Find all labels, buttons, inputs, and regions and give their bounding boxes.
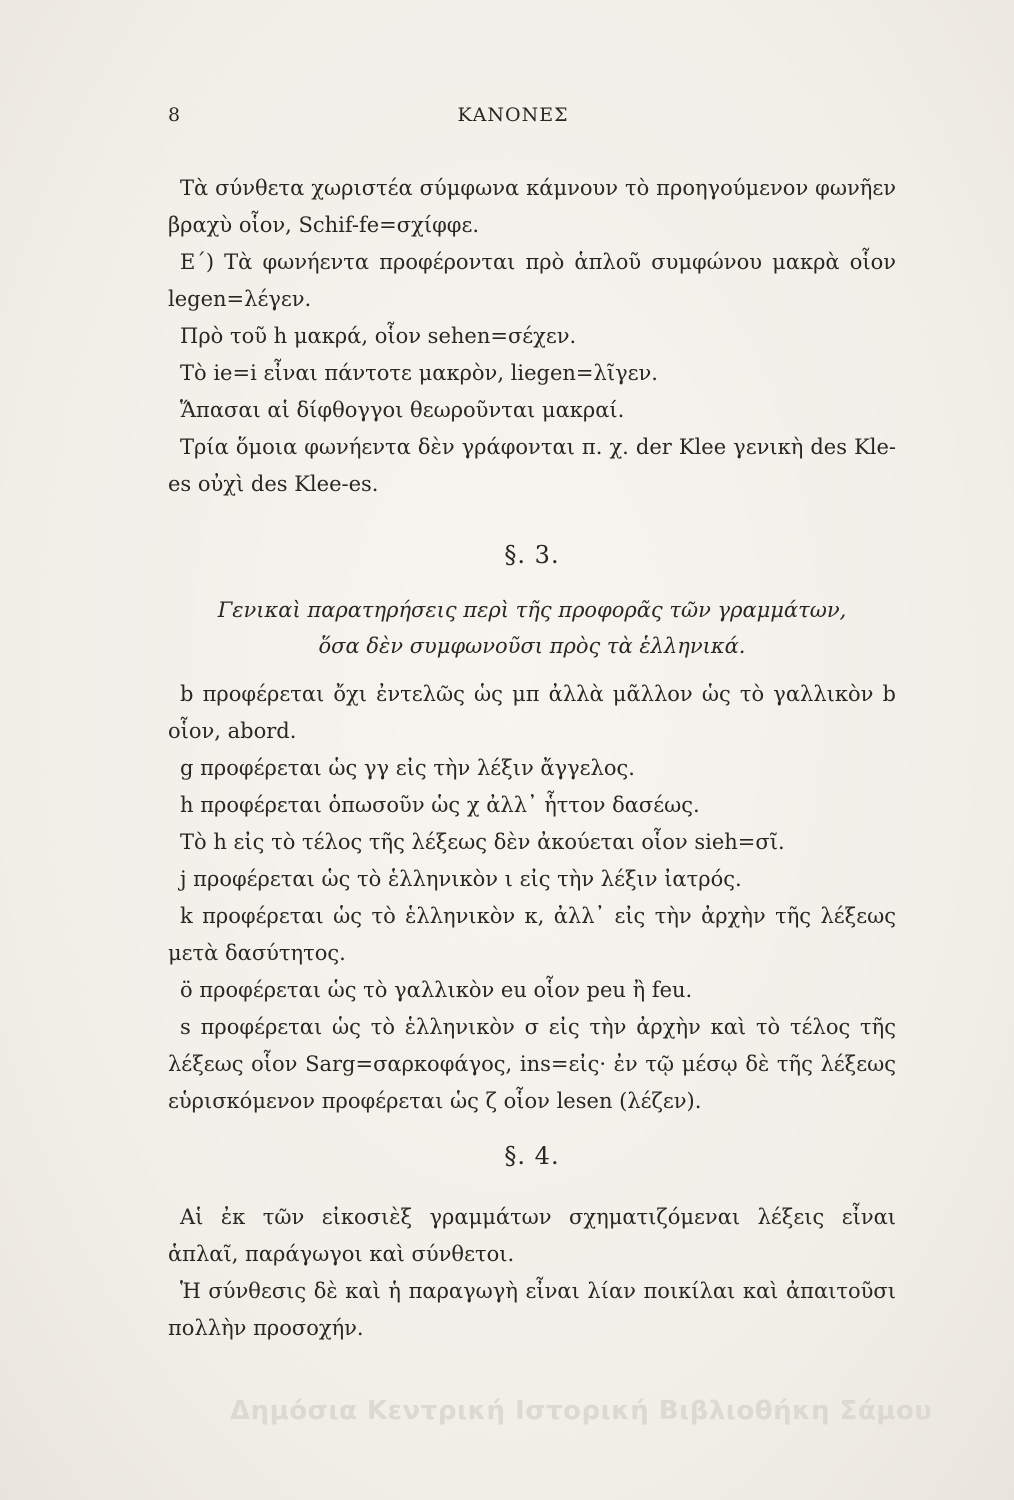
paragraph: s προφέρεται ὡς τὸ ἑλληνικὸν σ εἰς τὴν ἀρχὴν καὶ τὸ τέλος τῆς λέξεως οἷον Sarg=σαρκοφάγος, ins=εἰς· ἐν τῷ μέσῳ δὲ τῆς λέξεως εὑρισκόμενον προφέρεται ὡς ζ οἷον lesen (λέζεν).: [168, 1015, 896, 1113]
paragraph: j προφέρεται ὡς τὸ ἑλληνικὸν ι εἰς τὴν λέξιν ἰατρός.: [180, 867, 742, 891]
paragraph: Τὸ ie=i εἶναι πάντοτε μακρὸν, liegen=λῖγεν.: [180, 361, 658, 385]
paragraph: Πρὸ τοῦ h μακρά, οἷον sehen=σέχεν.: [180, 324, 577, 348]
paragraph: ö προφέρεται ὡς τὸ γαλλικὸν eu οἷον peu ἢ feu.: [180, 978, 693, 1002]
paragraph: g προφέρεται ὡς γγ εἰς τὴν λέξιν ἄγγελος.: [180, 756, 635, 780]
paragraph: Αἱ ἐκ τῶν εἰκοσιὲξ γραμμάτων σχηματιζόμεναι λέξεις εἶναι ἁπλαῖ, παράγωγοι καὶ σύνθετοι.: [168, 1205, 896, 1266]
paragraph: Τὸ h εἰς τὸ τέλος τῆς λέξεως δὲν ἀκούεται οἷον sieh=σῖ.: [180, 830, 785, 854]
paragraph: Τρία ὅμοια φωνήεντα δὲν γράφονται π. χ. der Klee γενικὴ des Kle-es οὐχὶ des Klee-es.: [168, 435, 896, 496]
section-heading-3: §. 3.: [504, 541, 560, 569]
page-header: [168, 104, 858, 134]
paragraph: b προφέρεται ὄχι ἐντελῶς ὡς μπ ἀλλὰ μᾶλλον ὡς τὸ γαλλικὸν b οἷον, abord.: [168, 682, 896, 743]
section-subtitle-line2: ὅσα δὲν συμφωνοῦσι πρὸς τὰ ἑλληνικά.: [318, 634, 746, 658]
paragraph: h προφέρεται ὁπωσοῦν ὡς χ ἀλλ᾽ ἧττον δασέως.: [180, 793, 700, 817]
running-head: ΚΑΝΟΝΕΣ: [457, 104, 569, 126]
library-watermark: Δημόσια Κεντρική Ιστορική Βιβλιοθήκη Σάμου: [230, 1396, 933, 1426]
paragraph: Ε΄) Τὰ φωνήεντα προφέρονται πρὸ ἁπλοῦ συμφώνου μακρὰ οἷον legen=λέγεν.: [168, 250, 896, 311]
paragraph: Ἡ σύνθεσις δὲ καὶ ἡ παραγωγὴ εἶναι λίαν ποικίλαι καὶ ἀπαιτοῦσι πολλὴν προσοχήν.: [168, 1279, 896, 1340]
paragraph: Ἅπασαι αἱ δίφθογγοι θεωροῦνται μακραί.: [180, 398, 625, 422]
section-subtitle: [168, 592, 896, 664]
paragraph: Τὰ σύνθετα χωριστέα σύμφωνα κάμνουν τὸ προηγούμενον φωνῆεν βραχὺ οἷον, Schif-fe=σχίφφε.: [168, 176, 896, 237]
paragraph: k προφέρεται ὡς τὸ ἑλληνικὸν κ, ἀλλ᾽ εἰς τὴν ἀρχὴν τῆς λέξεως μετὰ δασύτητος.: [168, 904, 896, 965]
section-heading-4: §. 4.: [504, 1142, 560, 1170]
section-subtitle-line1: Γενικαὶ παρατηρήσεις περὶ τῆς προφορᾶς τῶν γραμμάτων,: [217, 598, 847, 622]
body-text: [168, 170, 896, 1347]
page-number: 8: [168, 104, 182, 126]
